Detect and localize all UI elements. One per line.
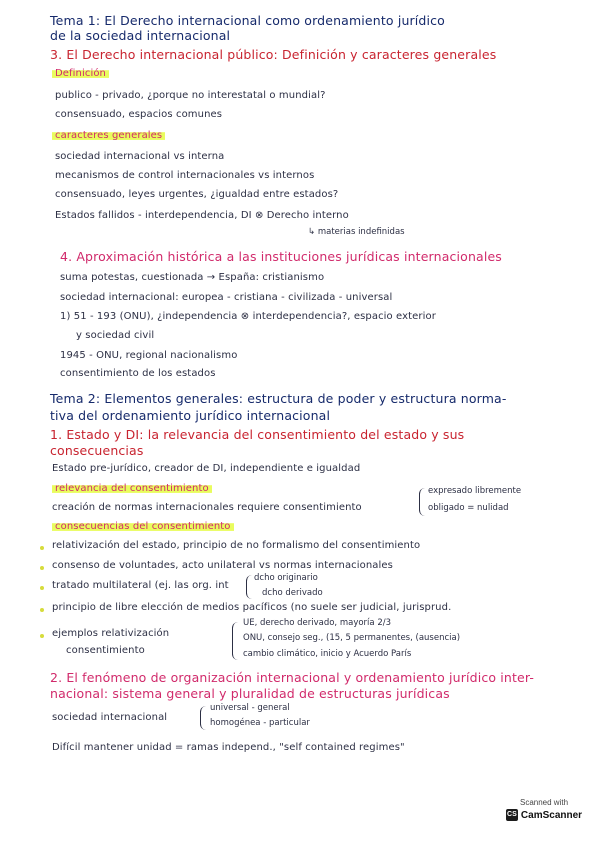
relevancia-brace <box>419 488 425 516</box>
historia-line4: y sociedad civil <box>76 330 155 341</box>
tratado-brace <box>246 575 252 599</box>
consecuencias-item1: relativización del estado, principio de no formalismo del consentimiento <box>52 540 421 551</box>
relevancia-option2: obligado = nulidad <box>428 503 509 513</box>
tema1-title-line2: de la sociedad internacional <box>50 28 231 43</box>
ejemplos-brace <box>232 622 239 660</box>
estado-line: Estado pre-jurídico, creador de DI, independiente e igualdad <box>52 463 361 474</box>
consecuencias-item4: principio de libre elección de medios pacíficos (no suele ser judicial, jurisprud. <box>52 602 452 613</box>
tema1-title-line1: Tema 1: El Derecho internacional como ordenamiento jurídico <box>50 13 445 28</box>
sociedad-option1: universal - general <box>210 703 290 713</box>
bullet-dot <box>40 566 44 570</box>
tratado-option2: dcho derivado <box>262 588 323 598</box>
sociedad-brace <box>200 706 206 730</box>
bullet-dot <box>40 586 44 590</box>
ejemplos-label-line1: ejemplos relativización <box>52 628 170 639</box>
tema2-section2-title-line2: nacional: sistema general y pluralidad de estructuras jurídicas <box>50 686 450 701</box>
caracteres-line3: consensuado, leyes urgentes, ¿igualdad entre estados? <box>55 189 339 200</box>
definicion-line1: publico - privado, ¿porque no interestatal o mundial? <box>55 90 326 101</box>
caracteres-line1: sociedad internacional vs interna <box>55 151 225 162</box>
tema2-section1-title-line2: consecuencias <box>50 443 144 458</box>
section3-title: 3. El Derecho internacional público: Definición y caracteres generales <box>50 47 497 62</box>
bullet-dot <box>40 546 44 550</box>
watermark-scanned-text: Scanned with <box>519 798 569 807</box>
tema2-title-line1: Tema 2: Elementos generales: estructura de poder y estructura norma- <box>50 391 507 406</box>
consecuencias-label: consecuencias del consentimiento <box>52 521 234 533</box>
historia-line6: consentimiento de los estados <box>60 368 216 379</box>
historia-line1: suma potestas, cuestionada → España: cristianismo <box>60 272 325 283</box>
tema2-section1-title-line1: 1. Estado y DI: la relevancia del consentimiento del estado y sus <box>50 427 465 442</box>
historia-line3: 1) 51 - 193 (ONU), ¿independencia ⊗ interdependencia?, espacio exterior <box>60 311 436 322</box>
bullet-dot <box>40 608 44 612</box>
camscanner-watermark <box>505 798 583 832</box>
relevancia-label: relevancia del consentimiento <box>52 483 212 495</box>
camscanner-logo-icon: CS <box>506 809 518 821</box>
watermark-brand-row <box>505 809 583 821</box>
caracteres-label: caracteres generales <box>52 130 165 142</box>
unidad-line: Difícil mantener unidad = ramas independ., "self contained regimes" <box>52 742 405 753</box>
consecuencias-item3: tratado multilateral (ej. las org. int <box>52 580 229 591</box>
ejemplos-option1: UE, derecho derivado, mayoría 2/3 <box>243 618 392 628</box>
ejemplos-option2: ONU, consejo seg., (15, 5 permanentes, (ausencia) <box>243 633 461 643</box>
relevancia-line: creación de normas internacionales requiere consentimiento <box>52 502 362 513</box>
ejemplos-label-line2: consentimiento <box>66 645 145 656</box>
caracteres-line2: mecanismos de control internacionales vs internos <box>55 170 315 181</box>
sociedad-option2: homogénea - particular <box>210 718 310 728</box>
caracteres-line4: Estados fallidos - interdependencia, DI ⊗ Derecho interno <box>55 210 349 221</box>
tema2-section2-title-line1: 2. El fenómeno de organización internacional y ordenamiento jurídico inter- <box>50 670 535 685</box>
relevancia-option1: expresado libremente <box>428 486 522 496</box>
definicion-label: Definición <box>52 68 109 80</box>
tratado-option1: dcho originario <box>254 573 318 583</box>
bullet-dot <box>40 634 44 638</box>
sociedad-label: sociedad internacional <box>52 712 168 723</box>
historia-line5: 1945 - ONU, regional nacionalismo <box>60 350 238 361</box>
tema2-title-line2: tiva del ordenamiento jurídico internacional <box>50 408 331 423</box>
caracteres-line5: ↳ materias indefinidas <box>308 227 405 237</box>
watermark-brand-text: CamScanner <box>520 809 583 821</box>
ejemplos-option3: cambio climático, inicio y Acuerdo París <box>243 649 412 659</box>
consecuencias-item2: consenso de voluntades, acto unilateral vs normas internacionales <box>52 560 393 571</box>
definicion-line2: consensuado, espacios comunes <box>55 109 223 120</box>
section4-title: 4. Aproximación histórica a las instituciones jurídicas internacionales <box>60 249 502 264</box>
historia-line2: sociedad internacional: europea - cristiana - civilizada - universal <box>60 292 393 303</box>
